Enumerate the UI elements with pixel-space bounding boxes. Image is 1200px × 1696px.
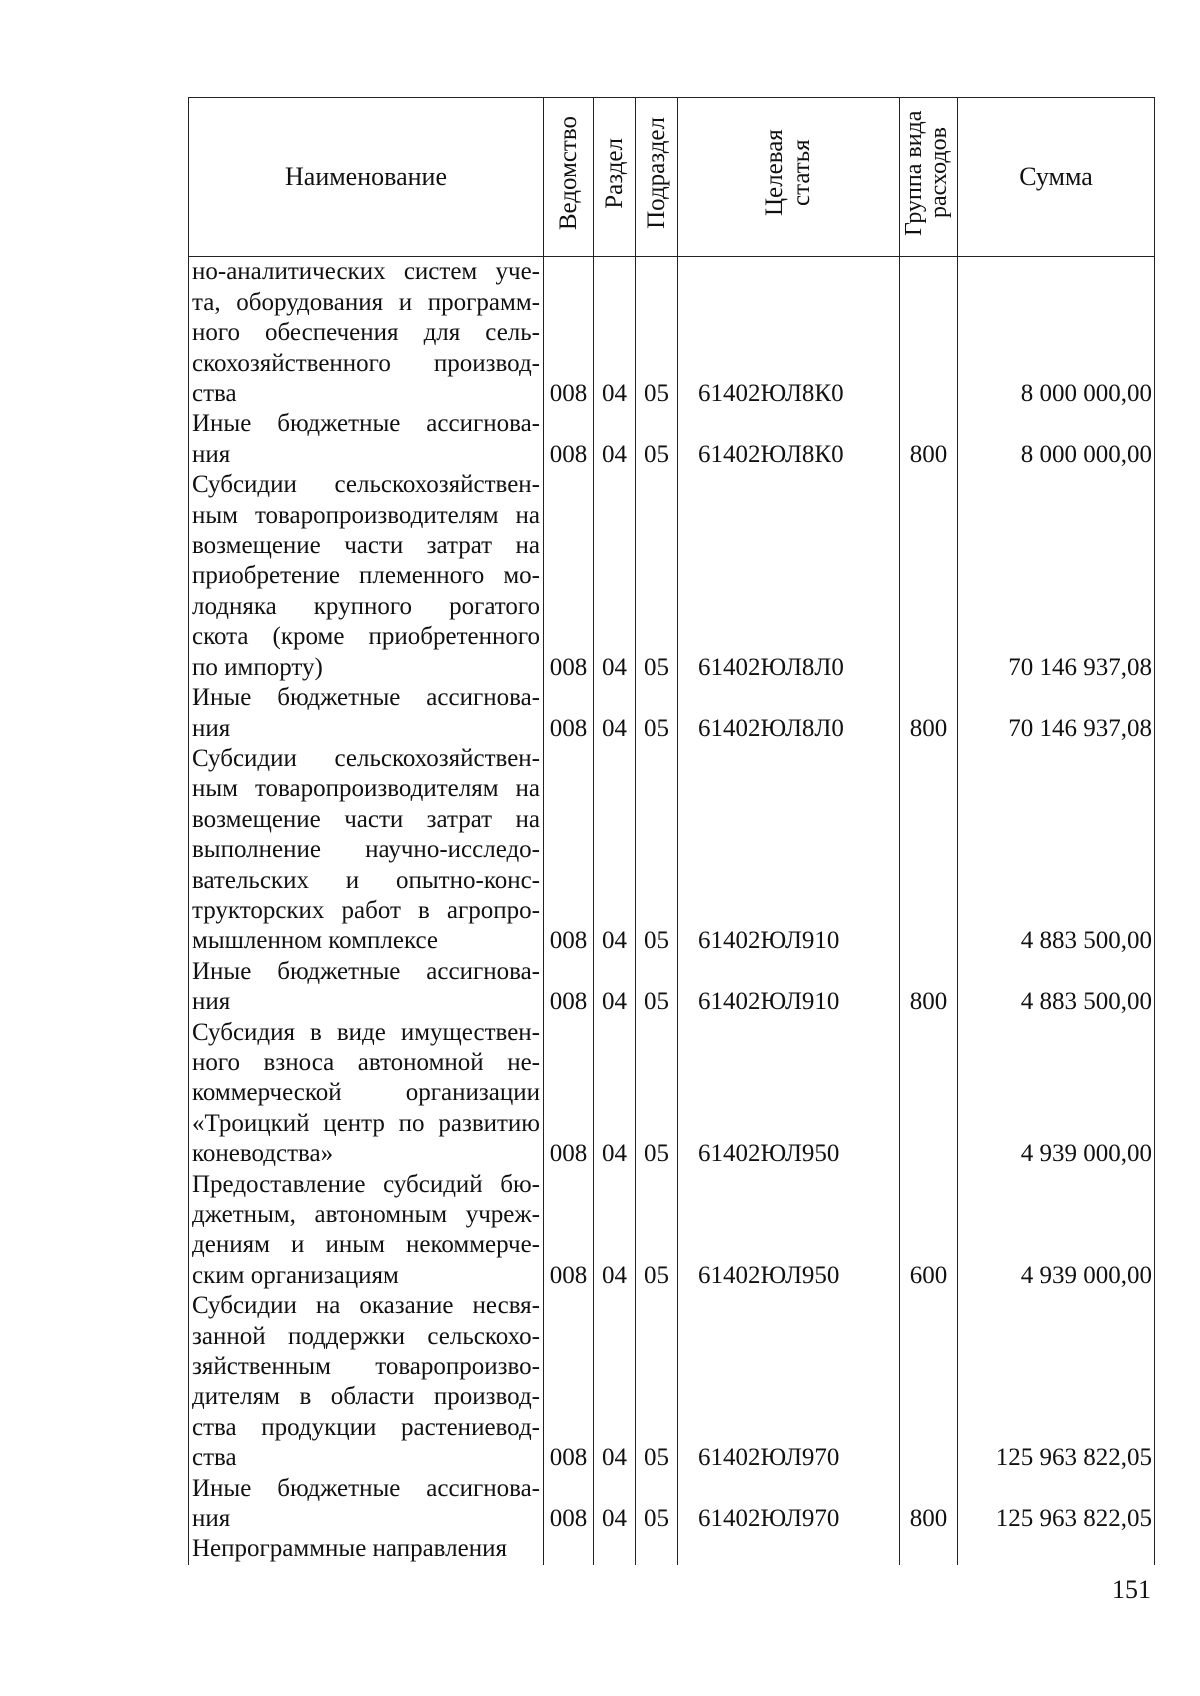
row-gruppa	[900, 1018, 958, 1170]
row-summa: 8 000 000,00	[958, 409, 1155, 470]
row-razdel: 04	[594, 1291, 636, 1473]
row-ved: 008	[544, 1018, 594, 1170]
row-ved: 008	[544, 744, 594, 957]
table-row	[189, 957, 1155, 1018]
row-razdel: 04	[594, 1474, 636, 1535]
row-name	[189, 409, 544, 470]
row-ved: 008	[544, 1170, 594, 1292]
name-line: ния	[192, 988, 231, 1016]
name-line: зяйственным товаропроизво-	[192, 1353, 540, 1381]
name-line: ства продукции растениевод-	[192, 1413, 540, 1441]
name-line: та, оборудования и программ-	[192, 288, 540, 316]
row-razdel: 04	[594, 1170, 636, 1292]
row-ved: 008	[544, 409, 594, 470]
header-razdel-cell	[594, 98, 636, 257]
row-gruppa	[900, 1534, 958, 1564]
name-line: ским организациям	[192, 1261, 399, 1289]
row-name	[189, 957, 544, 1018]
name-line: возмещение части затрат на	[192, 532, 540, 560]
row-podrazdel: 05	[636, 257, 678, 410]
row-summa: 4 939 000,00	[958, 1170, 1155, 1292]
row-podrazdel	[636, 1534, 678, 1564]
row-podrazdel: 05	[636, 1018, 678, 1170]
header-summa: Сумма	[958, 98, 1155, 257]
row-summa: 4 939 000,00	[958, 1018, 1155, 1170]
row-name	[189, 1534, 544, 1564]
row-gruppa: 800	[900, 409, 958, 470]
name-line: Субсидии на оказание несвя-	[192, 1292, 540, 1320]
row-summa: 70 146 937,08	[958, 683, 1155, 744]
header-podrazdel: Подраздел	[643, 117, 670, 229]
row-name	[189, 744, 544, 957]
name-line: Иные бюджетные ассигнова-	[192, 684, 540, 712]
row-razdel: 04	[594, 744, 636, 957]
row-celevaya: 61402ЮЛ910	[678, 744, 900, 957]
name-line: ного взноса автономной не-	[192, 1048, 540, 1076]
name-line: Иные бюджетные ассигнова-	[192, 1474, 540, 1502]
row-podrazdel: 05	[636, 744, 678, 957]
row-podrazdel: 05	[636, 1474, 678, 1535]
name-line: трукторских работ в агропро-	[192, 896, 540, 924]
header-gruppa-cell	[900, 98, 958, 257]
row-razdel: 04	[594, 409, 636, 470]
name-line: по импорту)	[192, 653, 323, 681]
row-summa: 4 883 500,00	[958, 744, 1155, 957]
row-podrazdel: 05	[636, 409, 678, 470]
row-name	[189, 1018, 544, 1170]
header-gruppa: Группа вида расходов	[900, 110, 952, 236]
row-podrazdel: 05	[636, 683, 678, 744]
row-summa: 70 146 937,08	[958, 470, 1155, 683]
header-ved: Ведомство	[555, 115, 582, 231]
name-line: возмещение части затрат на	[192, 805, 540, 833]
row-ved: 008	[544, 257, 594, 410]
header-ved-cell	[544, 98, 594, 257]
row-celevaya: 61402ЮЛ8К0	[678, 257, 900, 410]
name-line: ния	[192, 714, 231, 742]
row-gruppa: 800	[900, 683, 958, 744]
page-number: 151	[1112, 1575, 1151, 1604]
name-line: ния	[192, 1505, 231, 1533]
row-summa: 125 963 822,05	[958, 1474, 1155, 1535]
name-line: коневодства»	[192, 1140, 334, 1168]
name-line: скохозяйственного производ-	[192, 349, 540, 377]
row-gruppa	[900, 257, 958, 410]
name-line: но-аналитических систем уче-	[192, 258, 540, 286]
row-celevaya: 61402ЮЛ8Л0	[678, 470, 900, 683]
name-line: ным товаропроизводителям на	[192, 501, 540, 529]
header-celevaya-cell	[678, 98, 900, 257]
name-line: Субсидии сельскохозяйствен-	[192, 471, 540, 499]
row-razdel: 04	[594, 470, 636, 683]
row-name	[189, 683, 544, 744]
name-line: дителям в области производ-	[192, 1383, 540, 1411]
name-line: Субсидии сельскохозяйствен-	[192, 744, 540, 772]
name-line: ным товаропроизводителям на	[192, 775, 540, 803]
row-podrazdel: 05	[636, 1291, 678, 1473]
row-summa: 4 883 500,00	[958, 957, 1155, 1018]
row-celevaya: 61402ЮЛ8К0	[678, 409, 900, 470]
row-name	[189, 257, 544, 410]
name-line: Непрограммные направления	[192, 1535, 507, 1563]
row-ved: 008	[544, 1474, 594, 1535]
row-ved: 008	[544, 1291, 594, 1473]
table-row	[189, 470, 1155, 683]
table-row	[189, 1018, 1155, 1170]
table-row	[189, 409, 1155, 470]
header-podrazdel-cell	[636, 98, 678, 257]
row-celevaya: 61402ЮЛ970	[678, 1291, 900, 1473]
row-razdel: 04	[594, 257, 636, 410]
name-line: Субсидия в виде имуществен-	[192, 1018, 540, 1046]
row-gruppa: 800	[900, 957, 958, 1018]
row-celevaya	[678, 1534, 900, 1564]
row-celevaya: 61402ЮЛ910	[678, 957, 900, 1018]
header-celevaya: Целевая статья	[760, 129, 815, 217]
row-name	[189, 1291, 544, 1473]
row-razdel: 04	[594, 683, 636, 744]
name-line: Иные бюджетные ассигнова-	[192, 410, 540, 438]
header-razdel: Раздел	[601, 137, 628, 209]
table-row	[189, 1170, 1155, 1292]
name-line: приобретение племенного мо-	[192, 562, 540, 590]
table-header	[189, 98, 1155, 257]
row-name	[189, 1170, 544, 1292]
row-ved: 008	[544, 957, 594, 1018]
row-podrazdel: 05	[636, 1170, 678, 1292]
name-line: Предоставление субсидий бю-	[192, 1170, 540, 1198]
table-row	[189, 683, 1155, 744]
header-name: Наименование	[189, 98, 544, 257]
row-summa	[958, 1534, 1155, 1564]
row-celevaya: 61402ЮЛ950	[678, 1170, 900, 1292]
row-gruppa: 600	[900, 1170, 958, 1292]
name-line: скота (кроме приобретенного	[192, 623, 540, 651]
table-row	[189, 1474, 1155, 1535]
row-ved	[544, 1534, 594, 1564]
name-line: выполнение научно-исследо-	[192, 836, 540, 864]
name-line: ния	[192, 440, 231, 468]
name-line: ства	[192, 1444, 237, 1472]
name-line: дениям и иным некоммерче-	[192, 1231, 540, 1259]
name-line: ства	[192, 380, 237, 408]
row-razdel: 04	[594, 1018, 636, 1170]
name-line: коммерческой организации	[192, 1079, 540, 1107]
name-line: джетным, автономным учреж-	[192, 1201, 540, 1228]
name-line: лодняка крупного рогатого	[192, 592, 540, 620]
row-name	[189, 470, 544, 683]
budget-table	[188, 97, 1155, 1565]
name-line: «Троицкий центр по развитию	[192, 1109, 540, 1137]
row-celevaya: 61402ЮЛ970	[678, 1474, 900, 1535]
row-name	[189, 1474, 544, 1535]
row-ved: 008	[544, 470, 594, 683]
table-body	[189, 257, 1155, 1565]
name-line: ного обеспечения для сель-	[192, 319, 540, 347]
row-summa: 125 963 822,05	[958, 1291, 1155, 1473]
name-line: мышленном комплексе	[192, 927, 438, 955]
table-row	[189, 1534, 1155, 1564]
row-gruppa	[900, 1291, 958, 1473]
row-podrazdel: 05	[636, 957, 678, 1018]
name-line: занной поддержки сельскохо-	[192, 1322, 540, 1350]
name-line: вательских и опытно-конс-	[192, 866, 540, 894]
row-celevaya: 61402ЮЛ950	[678, 1018, 900, 1170]
row-celevaya: 61402ЮЛ8Л0	[678, 683, 900, 744]
table-row	[189, 744, 1155, 957]
row-ved: 008	[544, 683, 594, 744]
row-gruppa	[900, 744, 958, 957]
table-row	[189, 1291, 1155, 1473]
row-podrazdel: 05	[636, 470, 678, 683]
row-gruppa: 800	[900, 1474, 958, 1535]
name-line: Иные бюджетные ассигнова-	[192, 957, 540, 985]
row-razdel: 04	[594, 957, 636, 1018]
table-row	[189, 257, 1155, 410]
row-summa: 8 000 000,00	[958, 257, 1155, 410]
row-razdel	[594, 1534, 636, 1564]
row-gruppa	[900, 470, 958, 683]
